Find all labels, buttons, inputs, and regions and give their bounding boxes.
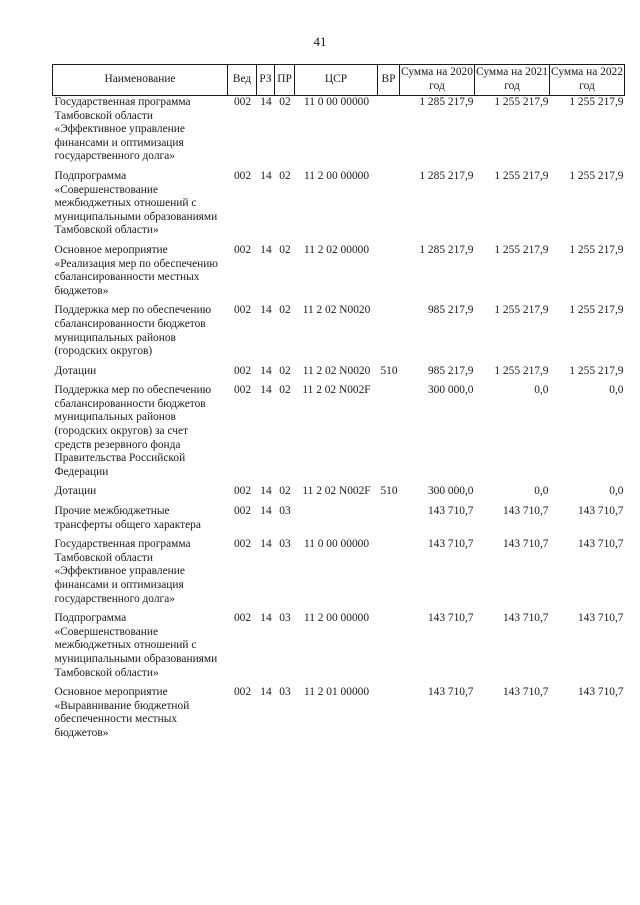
cell-ved: 002 [233,612,252,625]
cell-pr: 02 [279,243,291,256]
cell-rz: 14 [260,304,272,317]
cell-vr [378,304,400,364]
cell-sum-2020: 143 710,7 [427,612,474,625]
cell-sum-2021: 1 255 217,9 [494,169,549,182]
cell-ved: 002 [233,485,252,498]
cell-csr: 11 2 00 00000 [303,169,370,182]
table-body [53,96,625,747]
cell-vr [378,686,400,746]
cell-sum-2022: 143 710,7 [577,538,624,551]
cell-name: Поддержка мер по обеспечению сбалансированности бюджетов муниципальных районов (городских округов) за счет средств резервного фонда Правительства Российской Федерации [54,384,212,478]
table-header-row [53,65,625,96]
table-row [53,485,625,505]
cell-sum-2021: 1 255 217,9 [494,304,549,317]
header-csr: ЦСР [295,65,378,96]
cell-name: Дотации [54,364,97,377]
cell-rz: 14 [260,384,272,397]
table-row [53,244,625,304]
cell-sum-2020: 143 710,7 [427,538,474,551]
table-row [53,170,625,244]
cell-ved: 002 [233,505,252,518]
cell-ved: 002 [233,304,252,317]
cell-pr: 02 [279,364,291,377]
cell-name: Государственная программа Тамбовской области «Эффективное управление финансами и оптимизация государственного долга» [54,538,191,605]
cell-rz: 14 [260,243,272,256]
cell-csr: 11 2 00 00000 [303,612,370,625]
cell-ved: 002 [233,384,252,397]
cell-name: Поддержка мер по обеспечению сбалансированности бюджетов муниципальных районов (городских округов) [54,304,212,358]
table-row [53,384,625,485]
cell-csr [295,505,378,538]
cell-pr: 03 [279,505,291,518]
table-row [53,612,625,686]
cell-sum-2020: 143 710,7 [427,505,474,518]
cell-name: Основное мероприятие «Выравнивание бюджетной обеспеченности местных бюджетов» [54,686,190,739]
cell-csr: 11 0 00 00000 [303,538,370,551]
cell-sum-2021: 1 255 217,9 [494,243,549,256]
cell-sum-2020: 143 710,7 [427,686,474,699]
cell-csr: 11 2 02 00000 [303,243,370,256]
cell-ved: 002 [233,364,252,377]
cell-pr: 03 [279,686,291,699]
cell-sum-2020: 1 285 217,9 [419,169,474,182]
cell-csr: 11 2 02 N0020 [302,304,371,317]
cell-sum-2022: 1 255 217,9 [569,364,624,377]
cell-rz: 14 [260,686,272,699]
cell-sum-2021: 0,0 [534,485,549,498]
cell-sum-2020: 985 217,9 [427,304,474,317]
page-number: 41 [313,34,327,49]
cell-csr: 11 2 02 N002F [302,384,371,397]
cell-vr [378,612,400,686]
cell-name: Основное мероприятие «Реализация мер по обеспечению сбалансированности местных бюджетов» [54,243,218,297]
cell-ved: 002 [233,169,252,182]
cell-pr: 02 [279,96,291,108]
cell-ved: 002 [233,538,252,551]
header-name: Наименование [53,65,228,96]
cell-sum-2022: 143 710,7 [577,505,624,518]
cell-pr: 02 [279,485,291,498]
header-vr: ВР [378,65,400,96]
cell-sum-2022: 1 255 217,9 [569,243,624,256]
cell-pr: 02 [279,304,291,317]
cell-sum-2021: 1 255 217,9 [494,364,549,377]
table-row [53,538,625,612]
table-row [53,304,625,364]
cell-sum-2022: 143 710,7 [577,612,624,625]
cell-vr: 510 [380,485,398,498]
table-row [53,505,625,538]
cell-vr [378,96,400,170]
header-sum-2020: Сумма на 2020 год [400,65,475,96]
cell-rz: 14 [260,505,272,518]
cell-name: Дотации [54,485,97,498]
table-row [53,96,625,170]
cell-rz: 14 [260,364,272,377]
cell-rz: 14 [260,485,272,498]
cell-sum-2021: 143 710,7 [502,686,549,699]
cell-pr: 02 [279,384,291,397]
cell-ved: 002 [233,686,252,699]
cell-vr [378,170,400,244]
cell-sum-2020: 1 285 217,9 [419,96,474,108]
header-pr: ПР [275,65,295,96]
cell-csr: 11 2 01 00000 [303,686,370,699]
cell-sum-2022: 143 710,7 [577,686,624,699]
cell-sum-2021: 143 710,7 [502,612,549,625]
cell-vr [378,244,400,304]
cell-sum-2022: 0,0 [609,384,624,397]
header-rz: РЗ [257,65,275,96]
cell-sum-2020: 1 285 217,9 [419,243,474,256]
cell-sum-2020: 300 000,0 [427,384,474,397]
table-row [53,686,625,746]
budget-table [52,64,625,747]
cell-csr: 11 2 02 N002F [302,485,371,498]
cell-vr: 510 [380,364,398,377]
cell-rz: 14 [260,612,272,625]
cell-sum-2020: 985 217,9 [427,364,474,377]
header-sum-2021: Сумма на 2021 год [475,65,550,96]
cell-ved: 002 [233,243,252,256]
cell-sum-2020: 300 000,0 [427,485,474,498]
cell-sum-2022: 1 255 217,9 [569,169,624,182]
cell-pr: 02 [279,169,291,182]
cell-name: Подпрограмма «Совершенствование межбюджетных отношений с муниципальными образованиями Тамбовской области» [54,169,218,237]
cell-sum-2021: 143 710,7 [502,505,549,518]
cell-vr [378,538,400,612]
cell-csr: 11 0 00 00000 [303,96,370,108]
cell-name: Прочие межбюджетные трансферты общего характера [54,505,201,531]
cell-vr [378,505,400,538]
cell-vr [378,384,400,485]
cell-sum-2022: 1 255 217,9 [569,96,624,108]
cell-sum-2022: 0,0 [609,485,624,498]
cell-rz: 14 [260,538,272,551]
table-row [53,365,625,385]
cell-name: Государственная программа Тамбовской области «Эффективное управление финансами и оптимизация государственного долга» [54,96,191,163]
cell-pr: 03 [279,612,291,625]
cell-rz: 14 [260,96,272,108]
cell-sum-2021: 0,0 [534,384,549,397]
cell-sum-2021: 143 710,7 [502,538,549,551]
header-ved: Вед [228,65,257,96]
cell-name: Подпрограмма «Совершенствование межбюджетных отношений с муниципальными образованиями Тамбовской области» [54,612,218,679]
cell-pr: 03 [279,538,291,551]
cell-ved: 002 [233,96,252,108]
header-sum-2022: Сумма на 2022 год [550,65,625,96]
cell-csr: 11 2 02 N0020 [302,364,371,377]
cell-sum-2021: 1 255 217,9 [494,96,549,108]
cell-rz: 14 [260,169,272,182]
cell-sum-2022: 1 255 217,9 [569,304,624,317]
